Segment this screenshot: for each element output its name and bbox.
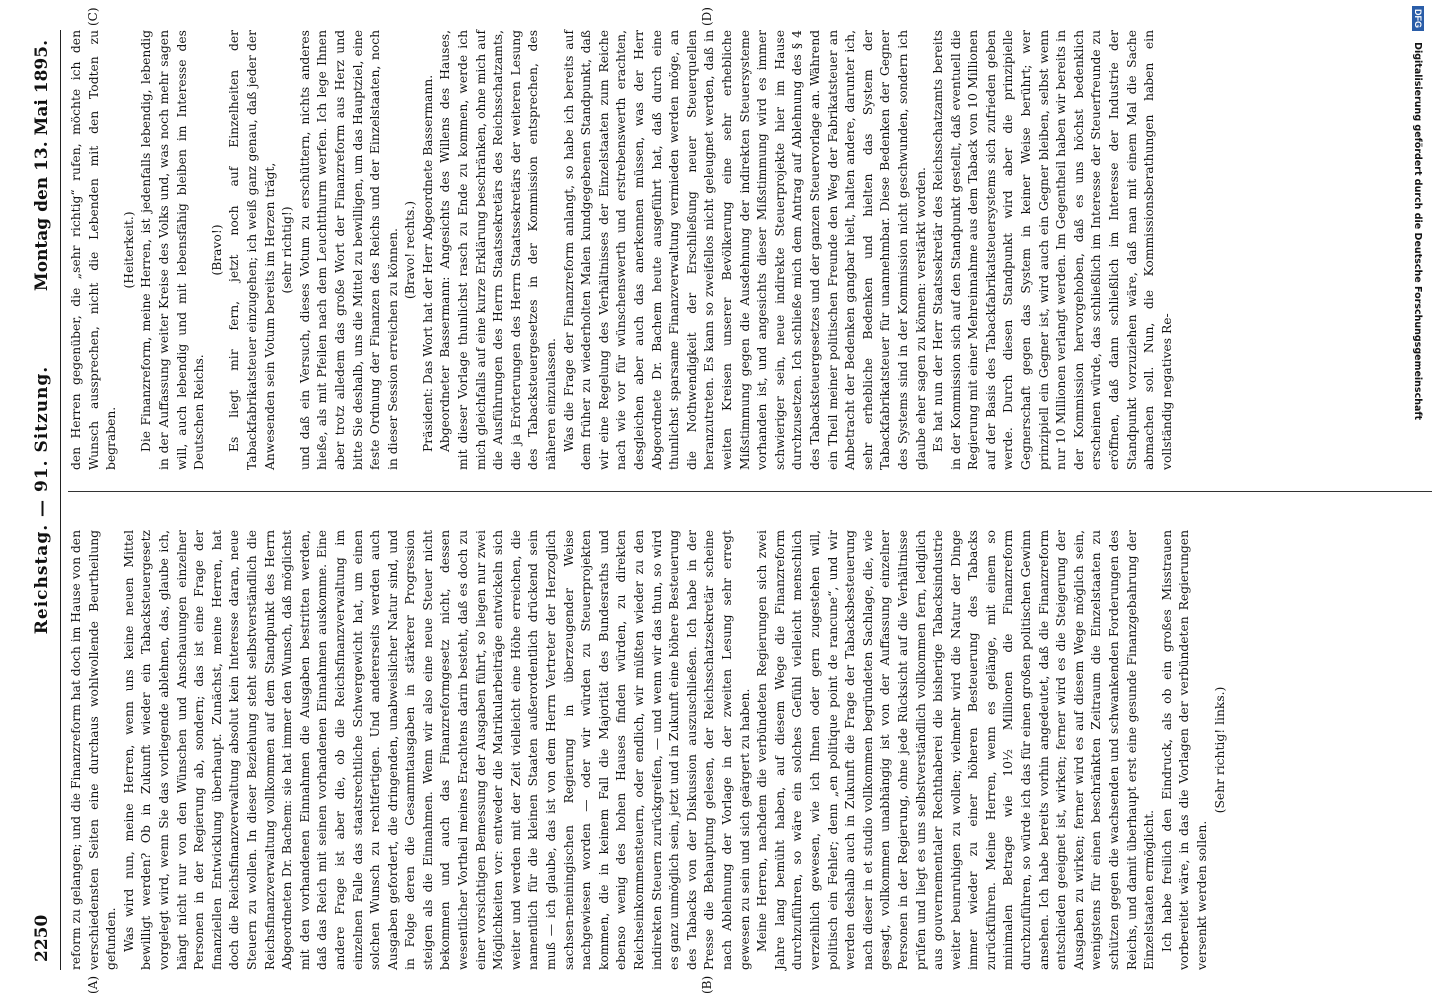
right-paragraph: den Herren gegenüber, die „sehr richtig“ rufen, möchte ich den Wunsch aussprechen, nicht die Lebenden mit den Todten zu begraben. <box>69 30 119 470</box>
page-header <box>0 0 60 1000</box>
dfg-logo: DFG <box>1412 6 1424 31</box>
right-paragraph: Was die Frage der Finanzreform anlangt, so habe ich bereits auf dem früher zu wiederholten Malen kundgegebenen Standpunkt, daß wir eine Regelung des Verhältnisses der Einzelstaaten zum Reiche nach wie vor für wünschenswerth und erstrebenswerth erachten, desgleichen aber auch das anerkennen müssen, was der Herr Abgeordnete Dr. Bachem heute ausgeführt hat, daß durch eine thunlichst sparsame Finanzverwaltung vermieden werden möge, an die Nothwendigkeit der Erschließung neuer Steuerquellen heranzutreten. Es kann so zweifellos nicht geleugnet werden, daß in weiten Kreisen unserer Bevölkerung eine sehr erhebliche Mißstimmung gegen die Ausdehnung der indirekten Steuersysteme vorhanden ist, und angesichts dieser Mißstimmung wird es immer schwieriger sein, neue indirekte Steuerprojekte hier im Hause durchzusetzen. Ich schließe mich dem Antrag auf Ablehnung des § 4 des Tabacksteuergesetzes und der ganzen Steuervorlage an. Während ein Theil meiner politischen Freunde den Weg der Fabrikatsteuer an Anbetracht der Bedenken gangbar hielt, halten andere, darunter ich, sehr erhebliche Bedenken und hielten das System der Tabackfabrikatsteuer für unannehmbar. Diese Bedenken der Gegner des Systems sind in der Kommission nicht geschwunden, sondern ich glaube eher sagen zu können: verstärkt worden. <box>561 30 928 470</box>
margin-mark-a: (A) <box>86 975 100 994</box>
session-date: Montag den 13. Mai 1895. <box>32 40 52 292</box>
right-interjection: (Bravo!) <box>209 224 224 276</box>
left-interjection: (Sehr richtig! links.) <box>1212 686 1227 814</box>
right-paragraph: Es liegt mir fern, jetzt noch auf Einzelheiten der Tabackfabrikatsteuer einzugehen; ich weiß ganz genau, daß jeder der Anwesenden sein Votum bereits im Herzen trägt, <box>227 30 277 470</box>
margin-mark-d: (D) <box>700 7 714 26</box>
left-paragraph: Meine Herren, nachdem die verbündeten Regierungen sich zwei Jahre lang bemüht haben, auf diesem Wege die Finanzreform durchzuführen, so wäre ein solches Gefühl vielleicht menschlich verzeihlich gewesen, wie ich Ihnen oder gern zugestehen will, politisch ein Fehler; denn „en politique point de rancune“, und wir werden deshalb auch in Zukunft die Frage der Tabacksbesteuerung nach dieser in et studio vollkommen begründeten Sachlage, die, wie gesagt, vollkommen unabhängig ist von der Auffassung einzelner Personen in der Regierung, ohne jede Rücksicht auf die Verhältnisse prüfen und liegt es uns selbstverständlich vollkommen fern, lediglich aus gouvernementaler Rechthaberei die bisherige Tabacksindustrie weiter beunruhigen zu wollen; vielmehr wird die Natur der Dinge immer wieder zu einer höheren Besteuerung des Tabacks zurückführen. Meine Herren, wenn es gelänge, mit einem so minimalen Betrage wie 10½ Millionen die Finanzreform durchzuführen, so würde ich das für einen großen politischen Gewinn ansehen. Ich habe bereits vorhin angedeutet, daß die Finanzreform entschieden geeignet ist, wirken; ferner wird es die Steigerung der Ausgaben zu wirken; ferner wird es auf diesem Wege möglich sein, wenigstens für einen beschränkten Zeitraum die Einzelstaaten zu schützen gegen die wachsenden und schwankenden Forderungen des Reichs, und damit überhaupt erst eine gesunde Finanzgebahrung der Einzelstaaten ermöglicht. <box>755 530 1157 970</box>
left-paragraph: reform zu gelangen; und die Finanzreform hat doch im Hause von den verschiedensten Seiten eine durchaus wohlwollende Beurtheilung gefunden. <box>69 530 119 970</box>
right-column <box>68 30 1176 470</box>
left-paragraph: Was wird nun, meine Herren, wenn uns keine neuen Mittel bewilligt werden? Ob in Zukunft wieder ein Tabacksteuergesetz vorgelegt wird, wenn Sie das vorliegende ablehnen, das, glaube ich, hängt nicht nur von den Wünschen und Anschauungen einzelner Personen in der Regierung ab, sondern; das ist eine Frage der finanziellen Entwicklung überhaupt. Zunächst, meine Herren, hat doch die Reichsfinanzverwaltung absolut kein Interesse daran, neue Steuern zu wollen. In dieser Beziehung steht selbstverständlich die Reichsfinanzverwaltung vollkommen auf dem Standpunkt des Herrn Abgeordneten Dr. Bachem: sie hat immer den Wunsch, daß möglichst mit den vorhandenen Einnahmen die Ausgaben bestritten werden, daß das Reich mit seinen vorhandenen Einnahmen auskomme. Eine andere Frage ist aber die, ob die Reichsfinanzverwaltung im einzelnen Falle das staatsrechtliche Schwergewicht hat, um einen solchen Wunsch zu rechtfertigen. Und andererseits werden auch Ausgaben gefordert, die dringenden, unabweislicher Natur sind, und in Folge deren die Gesammtausgaben in stärkerer Progression steigen als die Einnahmen. Wenn wir also eine neue Steuer nicht bekommen und auch das Finanzreformgesetz nicht, dessen wesentlicher Vortheil meines Erachtens darin besteht, daß es doch zu einer vorsichtigen Bemessung der Ausgaben führt, so liegen nur zwei Möglichkeiten vor: entweder die Matrikularbeiträge entwickeln sich weiter und werden mit der Zeit vielleicht eine Höhe erreichen, die namentlich für die kleinen Staaten außerordentlich drückend sein muß — ich glaube, das ist von dem Herrn Vertreter der Herzoglich sachsen-meiningischen Regierung in überzeugender Weise nachgewiesen worden — oder wir würden zu Steuerprojekten kommen, die in keinem Fall die Majorität des Bundesraths und ebenso wenig des hohen Hauses finden würden, zu direkten Reichseinkommensteuern, oder endlich, wir müßten wieder zu den indirekten Steuern zurückgreifen, — und wenn wir das thun, so wird es ganz unmöglich sein, jetzt und in Zukunft eine höhere Besteuerung des Tabacks von der Diskussion auszuschließen. Ich habe in der Presse die Behauptung gelesen, der Reichsschatzsekretär scheine nach Ablehnung der Vorlage in der zweiten Lesung sehr erregt gewesen zu sein und sich geärgert zu haben. <box>121 530 752 970</box>
left-paragraph: Ich habe freilich den Eindruck, als ob ein großes Misstrauen vorbereitet wäre, in das die Vorlagen der verbündeten Regierungen versenkt werden sollen. <box>1159 530 1209 970</box>
margin-mark-c: (C) <box>86 7 100 26</box>
right-paragraph: Die Finanzreform, meine Herren, ist jedenfalls lebendig, lebendig in der Auffassung weiter Kreise des Volks und, was noch mehr sagen will, auch lebendig und mit lebensfähig bleiben im Interesse des Deutschen Reichs. <box>139 30 207 470</box>
right-paragraph: Es hat nun der Herr Staatssekretär des Reichsschatzamts bereits in der Kommission sich auf den Standpunkt gestellt, daß eventuell die Regierung mit einer Mehreinnahme aus dem Taback von 10 Millionen auf der Basis des Tabackfabrikatsteuersystems sich zufrieden geben werde. Durch diesen Standpunkt wird aber die prinzipielle Gegnerschaft gegen das System in keiner Weise berührt; wer prinzipiell ein Gegner ist, wird auch ein Gegner bleiben, selbst wenn nur 10 Millionen verlangt werden. Im Gegentheil haben wir bereits in der Kommission hervorgehoben, daß es uns höchst bedenklich erscheinen würde, das schließlich im Interesse der Steuerfreunde zu eröffnen, daß dann schließlich im Interesse der Industrie der Standpunkt vorzuziehen wäre, daß man mit einem Mal die Sache abmachen soll. Nun, die Kommissionsberathungen haben ein vollständig negatives Re- <box>931 30 1174 470</box>
right-interjection: (sehr richtig!) <box>280 206 295 294</box>
right-interjection: (Heiterkeit.) <box>121 211 136 289</box>
dfg-credit <box>1404 0 1432 1000</box>
right-paragraph: Abgeordneter Bassermann: Angesichts des Willens des Hauses, mit dieser Vorlage thunlichst rasch zu Ende zu kommen, werde ich mich gleichfalls auf eine kurze Erklärung beschränken, ohne mich auf die Ausführungen des Herrn Staatssekretärs des Reichsschatzamts, die ja Erörterungen des Herrn Staatssekretärs der weiteren Lesung des Tabacksteuergesetzes in der Kommission entsprechen, des näheren einzulassen. <box>438 30 559 470</box>
right-paragraph: Präsident: Das Wort hat der Herr Abgeordnete Bassermann. <box>420 74 435 452</box>
header-rule <box>60 30 61 970</box>
left-column <box>68 530 1229 970</box>
column-divider <box>68 491 1432 492</box>
session-title-text: Reichstag. — 91. Sitzung. <box>32 365 52 635</box>
right-interjection: (Bravo! rechts.) <box>403 200 418 300</box>
page-number: 2250 <box>32 914 52 962</box>
dfg-credit-text: Digitalisierung gefördert durch die Deutsche Forschungsgemeinschaft <box>1412 42 1423 421</box>
right-paragraph: und daß ein Versuch, dieses Votum zu erschüttern, nichts anderes hieße, als mit Pfeilen nach dem Leuchtthurm werfen. Ich lege Ihnen aber trotz alledem das große Wort der Finanzreform aus Herz und bitte Sie deshalb, uns die Mittel zu bewilligen, um das Hauptziel, eine feste Ordnung der Finanzen des Reichs und der Einzelstaaten, noch in dieser Session erreichen zu können. <box>297 30 400 470</box>
margin-mark-b: (B) <box>700 975 714 994</box>
